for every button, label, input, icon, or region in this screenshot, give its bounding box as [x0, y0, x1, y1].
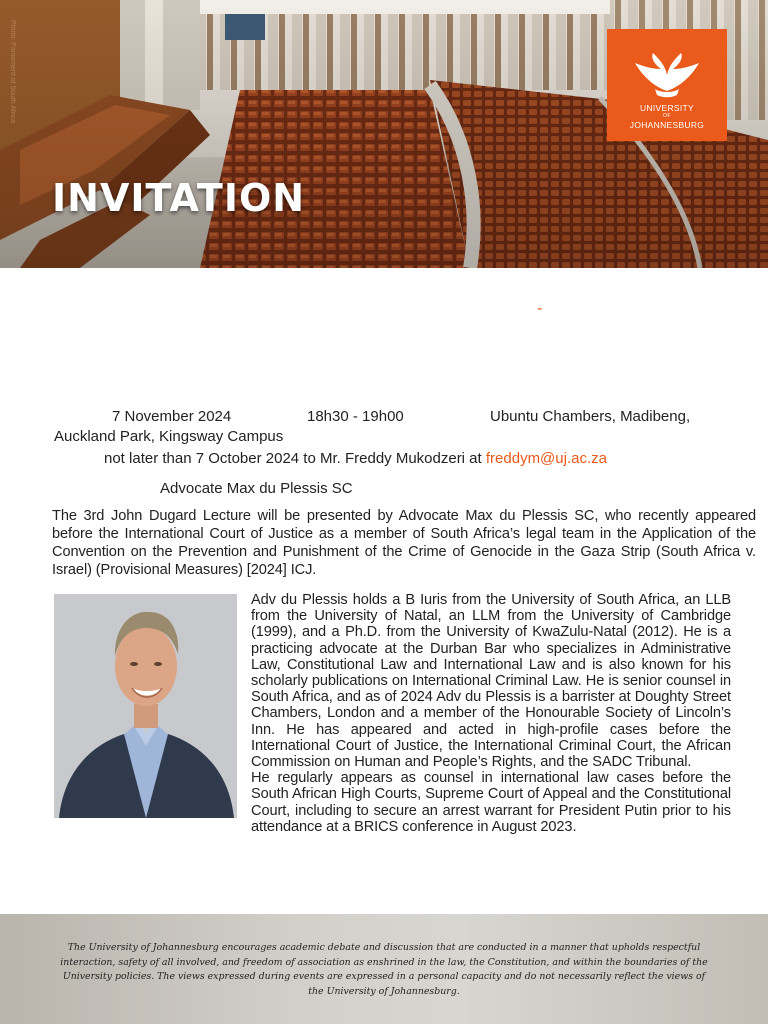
disclaimer-text: The University of Johannesburg encourages academic debate and discussion that are conducted in a manner that upholds respectful interaction, safety of all involved, and freedom of association as enshrined in the law, the Constitution, and within the boundaries of the University policies. The views expressed during events are expressed in a personal capacity and do not necessarily reflect the views of the University of Johannesburg.	[60, 942, 708, 997]
speaker-portrait	[54, 594, 237, 818]
bio-paragraph-2: He regularly appears as counsel in international law cases before the South African High Courts, Supreme Court of Appeal and the Constitutional Court, including to secure an arrest warrant for President Putin prior to his attendance at a BRICS conference in August 2023.	[251, 770, 731, 835]
uj-emblem-icon	[625, 51, 709, 99]
rsvp-email-link[interactable]: freddym@uj.ac.za	[485, 450, 607, 467]
event-venue-line-2: Auckland Park, Kingsway Campus	[54, 428, 284, 445]
logo-line-2: OF	[663, 113, 671, 119]
photo-credit: Photo: Parliament of South Africa	[9, 20, 16, 124]
rsvp-text: not later than 7 October 2024 to Mr. Freddy Mukodzeri at	[104, 450, 482, 467]
event-date: 7 November 2024	[112, 408, 232, 425]
rsvp-line	[104, 450, 607, 467]
speaker-bio	[251, 592, 731, 835]
uj-logo	[607, 29, 727, 141]
speaker-name: Advocate Max du Plessis SC	[160, 480, 353, 497]
invitation-title: INVITATION	[52, 176, 306, 220]
intro-paragraph: The 3rd John Dugard Lecture will be presented by Advocate Max du Plessis SC, who recently appeared before the International Court of Justice as a member of South Africa’s legal team in the Application of the Convention on the Prevention and Punishment of the Crime of Genocide in the Gaza Strip (South Africa v. Israel) (Provisional Measures) [2024] ICJ.	[52, 508, 756, 578]
footer-disclaimer	[0, 914, 768, 1024]
bio-paragraph-1: Adv du Plessis holds a B Iuris from the University of South Africa, an LLB from the University of Natal, an LLM from the University of Cambridge (1999), and a Ph.D. from the University of KwaZulu-Natal (2012). He is a practicing advocate at the Durban Bar who specializes in Administrative Law, Constitutional Law and International Law and is also known for his scholarly publications on International Criminal Law. He is senior counsel in South Africa, and as of 2024 Adv du Plessis is a barrister at Doughty Street Chambers, London and a member of the Honourable Society of Lincoln’s Inn. He has appeared and acted in high-profile cases before the International Court of Justice, the International Criminal Court, the African Commission on Human and People’s Rights, and the SADC Tribunal.	[251, 592, 731, 771]
accent-dash: -	[537, 300, 543, 317]
speaker-photo	[54, 594, 237, 818]
event-venue-line-1: Ubuntu Chambers, Madibeng,	[490, 408, 691, 425]
logo-line-3: JOHANNESBURG	[629, 120, 705, 130]
logo-line-1: UNIVERSITY	[639, 103, 694, 113]
event-time: 18h30 - 19h00	[307, 408, 404, 425]
